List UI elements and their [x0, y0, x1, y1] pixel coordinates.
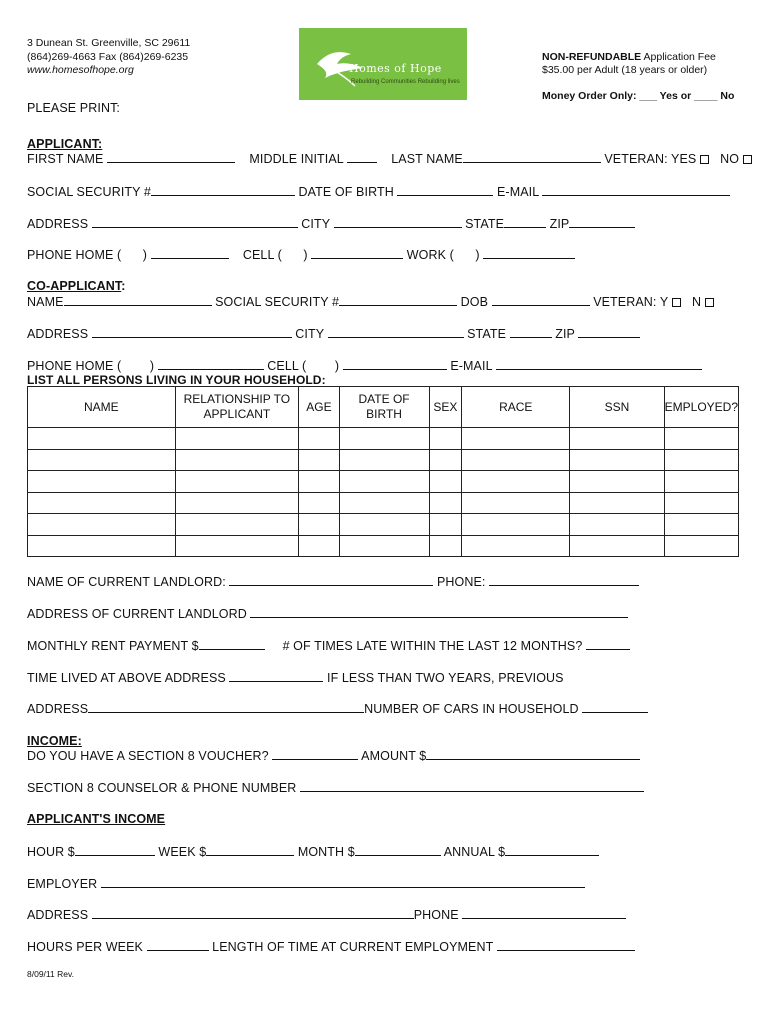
amount-label: AMOUNT $ [361, 749, 427, 763]
table-cell[interactable] [339, 535, 429, 557]
employer-address-label: ADDRESS [27, 908, 89, 922]
column-header: SSN [570, 387, 664, 428]
phone-home-label: PHONE HOME ( [27, 248, 122, 262]
co-address-row [27, 326, 640, 341]
phone-home-field[interactable] [151, 247, 229, 259]
work-label: WORK ( [406, 248, 454, 262]
table-cell[interactable] [175, 492, 299, 514]
please-print: PLEASE PRINT: [27, 101, 120, 115]
landlord-address-label: ADDRESS OF CURRENT LANDLORD [27, 607, 247, 621]
co-zip-field[interactable] [578, 326, 640, 338]
table-row [28, 471, 739, 493]
co-city-field[interactable] [328, 326, 464, 338]
co-ssn-field[interactable] [339, 294, 457, 306]
month-field[interactable] [355, 844, 441, 856]
table-cell[interactable] [175, 535, 299, 557]
table-cell[interactable] [429, 428, 462, 450]
co-veteran-no-label: N [692, 295, 702, 309]
employer-phone-field[interactable] [462, 907, 626, 919]
table-row [28, 492, 739, 514]
landlord-phone-label: PHONE: [436, 575, 486, 589]
table-cell[interactable] [28, 471, 176, 493]
co-dob-label: DOB [460, 295, 489, 309]
co-state-field[interactable] [510, 326, 552, 338]
co-cell-label: CELL ( [267, 359, 307, 373]
table-cell[interactable] [429, 492, 462, 514]
week-field[interactable] [206, 844, 294, 856]
ssn-field[interactable] [151, 184, 295, 196]
first-name-field[interactable] [107, 151, 235, 163]
voucher-label: DO YOU HAVE A SECTION 8 VOUCHER? [27, 749, 269, 763]
column-header: DATE OF BIRTH [339, 387, 429, 428]
table-cell[interactable] [664, 428, 738, 450]
fee-line [542, 50, 716, 64]
ssn-label: SOCIAL SECURITY # [27, 185, 151, 199]
landlord-name-field[interactable] [229, 574, 433, 586]
cell-label: CELL ( [242, 248, 282, 262]
table-cell[interactable] [429, 449, 462, 471]
table-cell[interactable] [429, 535, 462, 557]
table-cell[interactable] [339, 428, 429, 450]
revision-date: 8/09/11 Rev. [27, 969, 74, 979]
table-cell[interactable] [570, 449, 664, 471]
hour-field[interactable] [75, 844, 155, 856]
table-cell[interactable] [175, 449, 299, 471]
table-cell[interactable] [339, 471, 429, 493]
times-late-label: # OF TIMES LATE WITHIN THE LAST 12 MONTHS? [282, 639, 583, 653]
table-cell[interactable] [28, 514, 176, 536]
co-phone-row [27, 358, 702, 373]
applicant-phone-row [27, 247, 575, 262]
times-late-field[interactable] [586, 638, 630, 650]
counselor-field[interactable] [300, 780, 644, 792]
rent-field[interactable] [199, 638, 265, 650]
time-lived-field[interactable] [229, 670, 323, 682]
annual-field[interactable] [505, 844, 599, 856]
co-veteran-label: VETERAN: Y [593, 295, 669, 309]
state-label: STATE [465, 217, 505, 231]
table-cell[interactable] [28, 449, 176, 471]
counselor-row [27, 780, 644, 795]
landlord-name-row [27, 574, 639, 589]
employer-field[interactable] [101, 876, 585, 888]
column-header: RACE [462, 387, 570, 428]
email-field[interactable] [542, 184, 730, 196]
previous-label: IF LESS THAN TWO YEARS, PREVIOUS [327, 671, 564, 685]
cell-field[interactable] [311, 247, 403, 259]
table-cell[interactable] [664, 449, 738, 471]
table-row [28, 514, 739, 536]
hours-row [27, 939, 635, 954]
month-label: MONTH $ [297, 845, 355, 859]
co-state-label: STATE [467, 327, 507, 341]
city-field[interactable] [334, 216, 462, 228]
column-header: SEX [429, 387, 462, 428]
landlord-phone-field[interactable] [489, 574, 639, 586]
state-field[interactable] [504, 216, 546, 228]
table-cell[interactable] [462, 428, 570, 450]
income-heading: INCOME: [27, 734, 82, 748]
co-applicant-heading [27, 279, 126, 293]
table-cell[interactable] [462, 471, 570, 493]
employer-address-row [27, 907, 626, 922]
co-name-field[interactable] [64, 294, 212, 306]
co-zip-label: ZIP [555, 327, 575, 341]
org-phone-fax: (864)269-4663 Fax (864)269-6235 [27, 51, 189, 63]
table-cell[interactable] [570, 535, 664, 557]
applicant-name-row [27, 151, 752, 166]
employer-address-field[interactable] [92, 907, 414, 919]
logo-brand-text: Homes of Hope [349, 62, 442, 75]
first-name-label: FIRST NAME [27, 152, 104, 166]
table-cell[interactable] [28, 492, 176, 514]
landlord-address-row [27, 606, 628, 621]
household-heading: LIST ALL PERSONS LIVING IN YOUR HOUSEHOLD: [27, 373, 326, 387]
table-cell[interactable] [664, 514, 738, 536]
table-cell[interactable] [462, 449, 570, 471]
colon: : [121, 279, 126, 293]
co-dob-field[interactable] [492, 294, 590, 306]
employment-length-label: LENGTH OF TIME AT CURRENT EMPLOYMENT [212, 940, 494, 954]
cars-label: NUMBER OF CARS IN HOUSEHOLD [364, 702, 579, 716]
table-cell[interactable] [462, 535, 570, 557]
table-cell[interactable] [299, 492, 339, 514]
veteran-no-checkbox[interactable] [743, 155, 752, 164]
applicant-heading: APPLICANT: [27, 137, 103, 151]
fee-amount: $35.00 per Adult (18 years or older) [542, 64, 708, 76]
table-cell[interactable] [299, 535, 339, 557]
hours-per-week-label: HOURS PER WEEK [27, 940, 143, 954]
zip-field[interactable] [569, 216, 635, 228]
column-header: EMPLOYED? [664, 387, 738, 428]
co-applicant-heading-text: CO-APPLICANT [27, 279, 122, 293]
money-order-line: Money Order Only: ___ Yes or ____ No [542, 90, 735, 102]
amount-field[interactable] [426, 748, 640, 760]
table-cell[interactable] [339, 514, 429, 536]
table-cell[interactable] [664, 535, 738, 557]
paren: ) [475, 248, 480, 262]
co-city-label: CITY [295, 327, 324, 341]
table-cell[interactable] [462, 514, 570, 536]
table-cell[interactable] [28, 535, 176, 557]
table-row [28, 428, 739, 450]
table-cell[interactable] [570, 428, 664, 450]
household-header-row [28, 387, 739, 428]
table-row [28, 535, 739, 557]
veteran-no-label: NO [720, 152, 740, 166]
applicant-ssn-row [27, 184, 730, 199]
table-cell[interactable] [299, 428, 339, 450]
table-cell[interactable] [570, 514, 664, 536]
annual-label: ANNUAL $ [443, 845, 506, 859]
time-lived-row [27, 670, 564, 685]
last-name-field[interactable] [463, 151, 601, 163]
co-cell-field[interactable] [343, 358, 447, 370]
co-ssn-label: SOCIAL SECURITY # [215, 295, 340, 309]
table-cell[interactable] [28, 428, 176, 450]
dob-field[interactable] [397, 184, 493, 196]
last-name-label: LAST NAME [391, 152, 463, 166]
table-row [28, 449, 739, 471]
rent-label: MONTHLY RENT PAYMENT $ [27, 639, 199, 653]
employer-label: EMPLOYER [27, 877, 98, 891]
co-applicant-name-row [27, 294, 714, 309]
city-label: CITY [301, 217, 330, 231]
table-cell[interactable] [175, 471, 299, 493]
table-cell[interactable] [664, 471, 738, 493]
landlord-name-label: NAME OF CURRENT LANDLORD: [27, 575, 226, 589]
table-cell[interactable] [339, 449, 429, 471]
middle-initial-field[interactable] [347, 151, 377, 163]
logo-tagline: Rebuilding Communities Rebuilding lives [351, 79, 460, 85]
column-header: AGE [299, 387, 339, 428]
paren: ) [149, 359, 155, 373]
household-table [27, 386, 739, 557]
paren: ) [334, 359, 340, 373]
hours-per-week-field[interactable] [147, 939, 209, 951]
previous-address-row [27, 701, 648, 716]
co-phone-home-label: PHONE HOME ( [27, 359, 122, 373]
table-cell[interactable] [429, 514, 462, 536]
voucher-row [27, 748, 640, 763]
co-name-label: NAME [27, 295, 64, 309]
applicant-address-row [27, 216, 635, 231]
co-address-label: ADDRESS [27, 327, 89, 341]
column-header: NAME [28, 387, 176, 428]
co-address-field[interactable] [92, 326, 292, 338]
paren: ) [303, 248, 308, 262]
paren: ) [142, 248, 147, 262]
table-cell[interactable] [175, 514, 299, 536]
table-cell[interactable] [429, 471, 462, 493]
employer-row [27, 876, 585, 891]
fee-nonrefundable: NON-REFUNDABLE [542, 51, 642, 63]
co-phone-home-field[interactable] [158, 358, 264, 370]
homes-of-hope-logo [299, 28, 467, 100]
landlord-address-field[interactable] [250, 606, 628, 618]
employer-phone-label: PHONE [413, 908, 459, 922]
table-cell[interactable] [299, 514, 339, 536]
applicant-income-heading: APPLICANT'S INCOME [27, 812, 166, 826]
table-cell[interactable] [175, 428, 299, 450]
dob-label: DATE OF BIRTH [298, 185, 394, 199]
zip-label: ZIP [549, 217, 570, 231]
column-header: RELATIONSHIP TO APPLICANT [175, 387, 299, 428]
co-email-label: E-MAIL [450, 359, 493, 373]
counselor-label: SECTION 8 COUNSELOR & PHONE NUMBER [27, 781, 297, 795]
rent-row [27, 638, 630, 653]
co-veteran-no-checkbox[interactable] [705, 298, 714, 307]
table-cell[interactable] [299, 449, 339, 471]
time-lived-label: TIME LIVED AT ABOVE ADDRESS [27, 671, 226, 685]
middle-initial-label: MIDDLE INITIAL [249, 152, 344, 166]
household-body [28, 428, 739, 557]
table-cell[interactable] [570, 492, 664, 514]
veteran-yes-checkbox[interactable] [700, 155, 709, 164]
hour-label: HOUR $ [27, 845, 75, 859]
cars-field[interactable] [582, 701, 648, 713]
week-label: WEEK $ [158, 845, 207, 859]
wage-row [27, 844, 599, 859]
co-email-field[interactable] [496, 358, 702, 370]
address-field[interactable] [92, 216, 298, 228]
table-cell[interactable] [462, 492, 570, 514]
previous-address-field[interactable] [88, 701, 364, 713]
veteran-label: VETERAN: YES [604, 152, 697, 166]
work-field[interactable] [483, 247, 575, 259]
previous-address-label: ADDRESS [27, 702, 89, 716]
table-cell[interactable] [570, 471, 664, 493]
org-address: 3 Dunean St. Greenville, SC 29611 [27, 37, 191, 49]
employment-length-field[interactable] [497, 939, 635, 951]
fee-label: Application Fee [641, 51, 716, 63]
table-cell[interactable] [664, 492, 738, 514]
email-label: E-MAIL [497, 185, 539, 199]
org-website: www.homesofhope.org [27, 64, 134, 76]
table-cell[interactable] [299, 471, 339, 493]
table-cell[interactable] [339, 492, 429, 514]
co-veteran-yes-checkbox[interactable] [672, 298, 681, 307]
voucher-field[interactable] [272, 748, 358, 760]
address-label: ADDRESS [27, 217, 89, 231]
